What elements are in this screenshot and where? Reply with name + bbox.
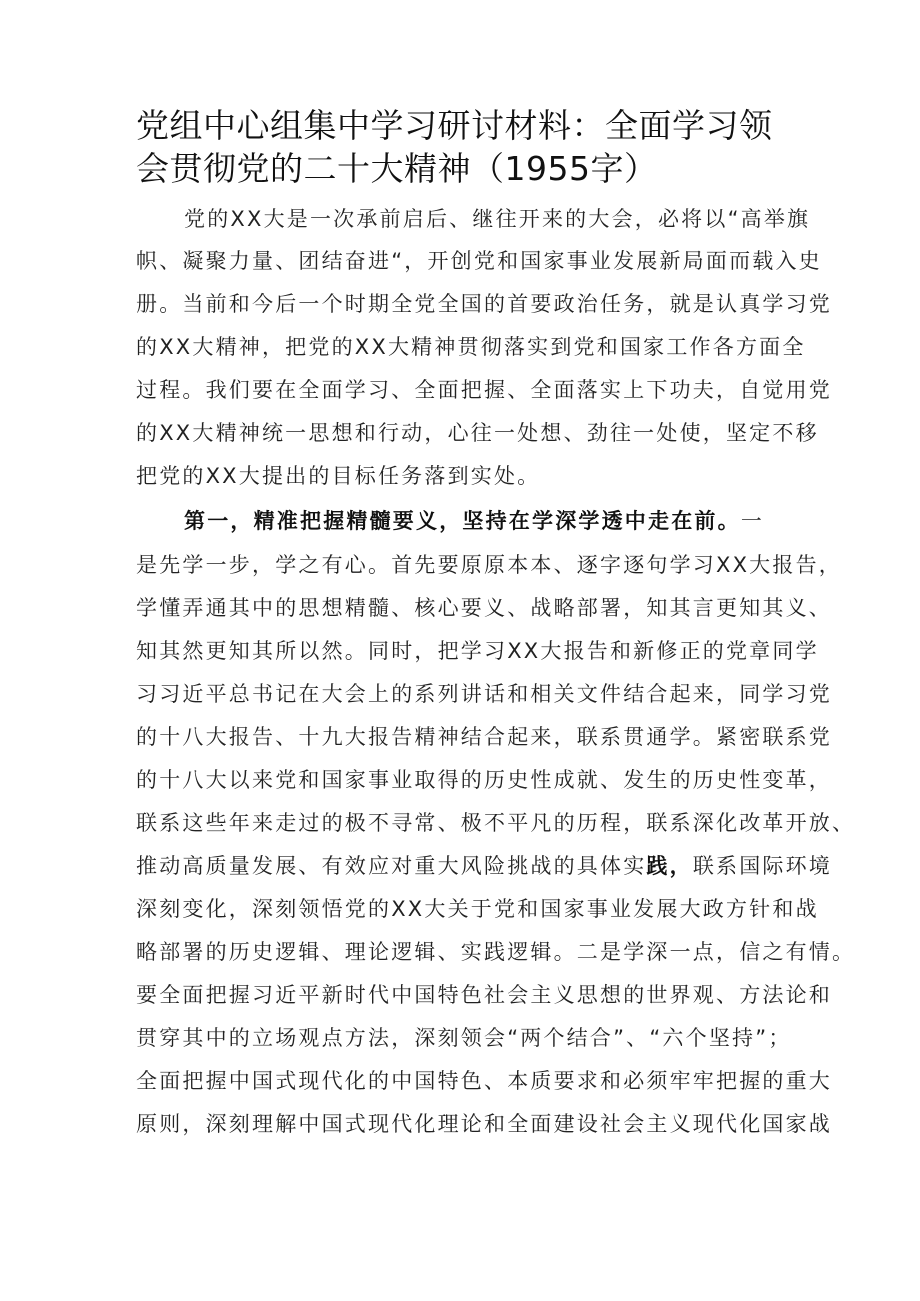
section-heading: 第一，精准把握精髓要义，坚持在学深学透中走在前。 — [184, 509, 741, 533]
paragraph-2-line-10: 深刻变化，深刻领悟党的XX大关于党和国家事业发展大政方针和战 — [136, 897, 819, 921]
practice-bold-char: 践， — [646, 854, 693, 878]
title-line-1: 党组中心组集中学习研讨材料：全面学习领 — [136, 106, 773, 145]
paragraph-2-line-9 — [136, 852, 833, 880]
practice-line-start: 推动高质量发展、有效应对重大风险挑战的具体实 — [136, 854, 647, 878]
document-title — [136, 104, 816, 190]
paragraph-2-line-5: 习习近平总书记在大会上的系列讲话和相关文件结合起来，同学习党 — [136, 682, 832, 706]
paragraph-2-line-8: 联系这些年来走过的极不寻常、极不平凡的历程，联系深化改革开放、 — [136, 811, 856, 835]
paragraph-2-line-2: 是先学一步，学之有心。首先要原原本本、逐字逐句学习XX大报告， — [136, 553, 842, 577]
paragraph-2-line-15: 原则，深刻理解中国式现代化理论和全面建设社会主义现代化国家战 — [136, 1112, 832, 1136]
paragraph-1-line-1: 党的XX大是一次承前启后、继往开来的大会，必将以“高举旗 — [184, 207, 811, 231]
paragraph-1-line-3: 册。当前和今后一个时期全党全国的首要政治任务，就是认真学习党 — [136, 292, 832, 316]
paragraph-1-line-4: 的XX大精神，把党的XX大精神贯彻落实到党和国家工作各方面全 — [136, 335, 806, 359]
title-line-2: 会贯彻党的二十大精神（1955字） — [136, 149, 658, 188]
paragraph-2-line-3: 学懂弄通其中的思想精髓、核心要义、战略部署，知其言更知其义、 — [136, 596, 832, 620]
paragraph-2-line-11: 略部署的历史逻辑、理论逻辑、实践逻辑。二是学深一点，信之有情。 — [136, 940, 856, 964]
paragraph-2-line-4: 知其然更知其所以然。同时，把学习XX大报告和新修正的党章同学 — [136, 639, 819, 663]
paragraph-2-line-6: 的十八大报告、十九大报告精神结合起来，联系贯通学。紧密联系党 — [136, 725, 832, 749]
paragraph-2-line-14: 全面把握中国式现代化的中国特色、本质要求和必须牢牢把握的重大 — [136, 1069, 832, 1093]
paragraph-1-line-6: 的XX大精神统一思想和行动，心往一处想、劲往一处使，坚定不移 — [136, 421, 819, 445]
paragraph-1-line-2: 帜、凝聚力量、团结奋进“，开创党和国家事业发展新局面而载入史 — [136, 249, 822, 273]
section-heading-tail: 一 — [740, 509, 765, 533]
practice-line-end: 联系国际环境 — [692, 854, 833, 878]
paragraph-2-line-13: 贯穿其中的立场观点方法，深刻领会“两个结合”、“六个坚持”； — [136, 1026, 792, 1050]
paragraph-2-first-line — [184, 507, 864, 535]
paragraph-1-line-5: 过程。我们要在全面学习、全面把握、全面落实上下功夫，自觉用党 — [136, 378, 832, 402]
paragraph-2-line-7: 的十八大以来党和国家事业取得的历史性成就、发生的历史性变革， — [136, 768, 832, 792]
paragraph-1-line-7: 把党的XX大提出的目标任务落到实处。 — [136, 464, 541, 488]
paragraph-2-line-12: 要全面把握习近平新时代中国特色社会主义思想的世界观、方法论和 — [136, 983, 832, 1007]
